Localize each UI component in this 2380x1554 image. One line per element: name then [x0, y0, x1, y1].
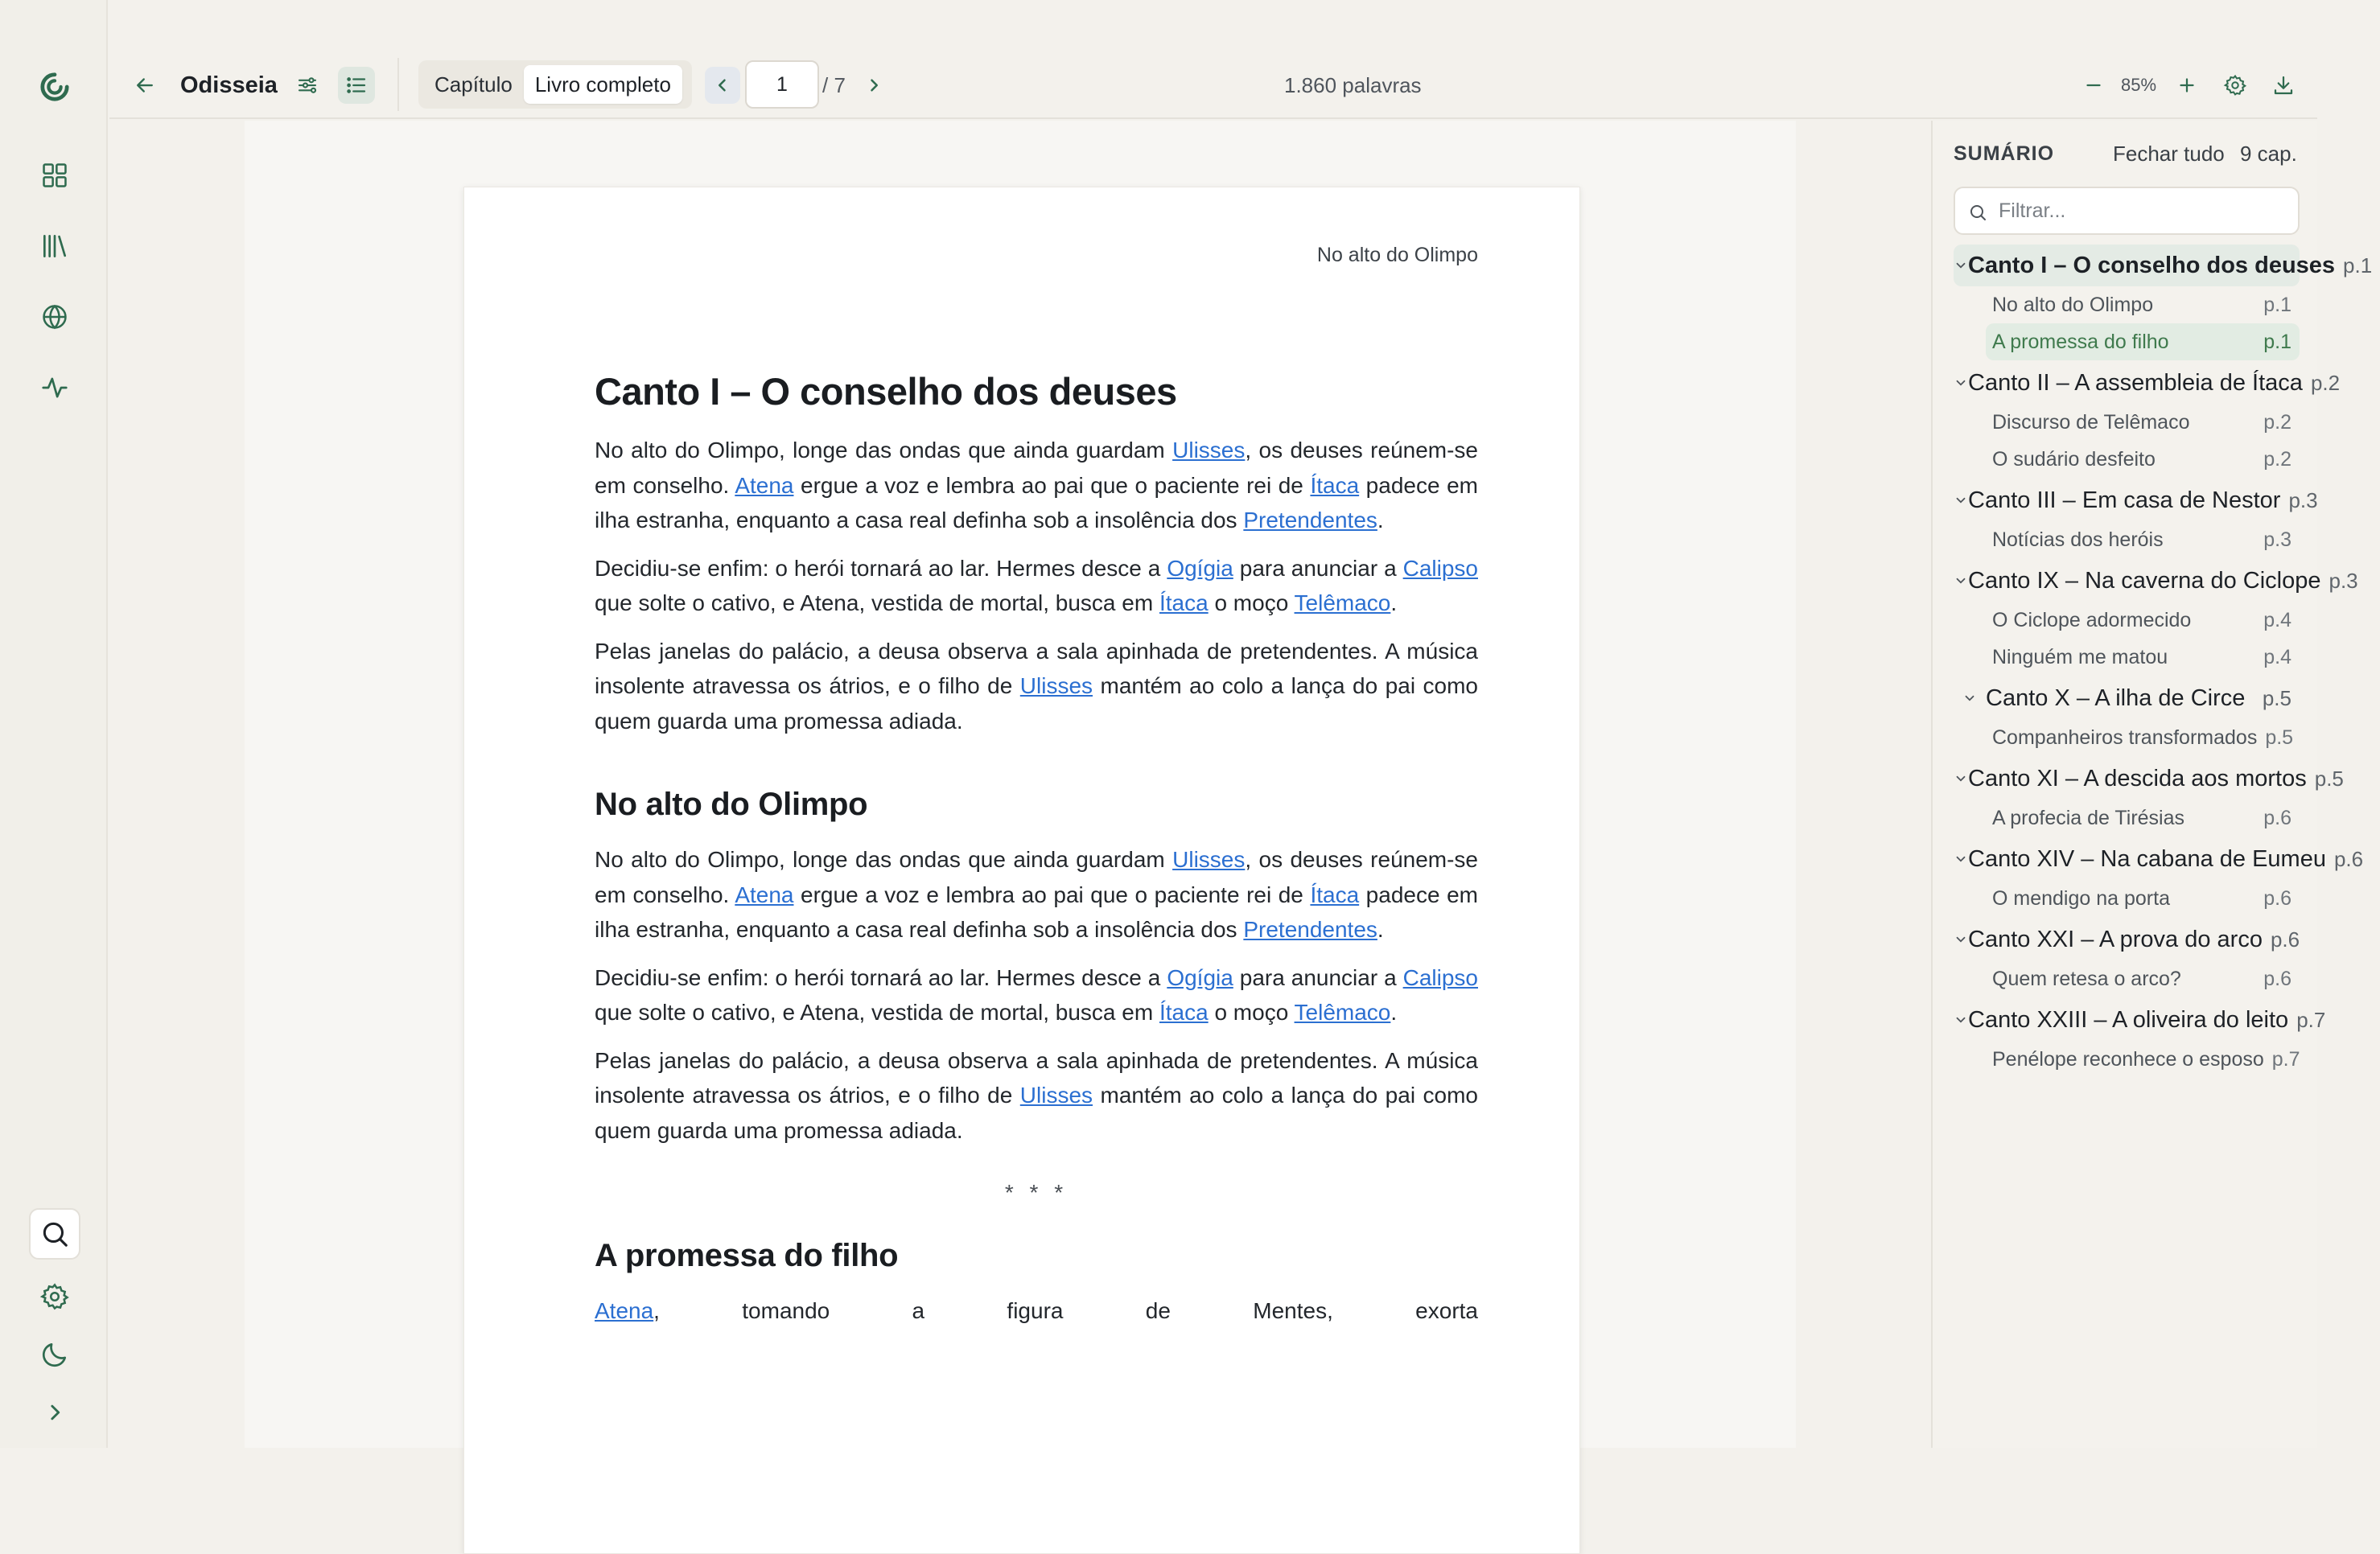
chevron-down-icon[interactable] — [1954, 258, 1968, 273]
link-itaca[interactable]: Ítaca — [1310, 472, 1360, 498]
next-page-button[interactable] — [858, 69, 890, 101]
link-ulisses[interactable]: Ulisses — [1172, 438, 1246, 462]
link-ogigia[interactable]: Ogígia — [1167, 555, 1233, 581]
link-atena[interactable]: Atena — [595, 1298, 654, 1323]
toc-section[interactable]: O Ciclope adormecido p.4 — [1992, 608, 2291, 631]
zoom-in-button[interactable] — [2171, 69, 2203, 101]
toc-chapter[interactable]: Canto II – A assembleia de Ítaca p.2 — [1954, 362, 2300, 404]
toc-filter — [1954, 187, 2300, 235]
paragraph: Pelas janelas do palácio, a deusa observa a sala apinhada de pretendentes. A música insolente atravessa os átrios, e o filho de Ulisses mantém ao colo a lança do pai como quem guarda uma promessa adiada. — [595, 1047, 1478, 1143]
view-mode-full-book[interactable]: Livro completo — [524, 65, 682, 104]
chevron-down-icon[interactable] — [1954, 1013, 1968, 1027]
toc-chapter[interactable]: Canto IX – Na caverna do Ciclope p.3 — [1954, 560, 2300, 602]
back-arrow-icon[interactable] — [129, 69, 161, 101]
view-mode-chapter[interactable]: Capítulo — [434, 72, 513, 97]
minus-icon — [2081, 73, 2106, 97]
link-atena[interactable]: Atena — [735, 472, 794, 498]
grid-icon[interactable] — [29, 150, 80, 201]
chapter-count: 9 cap. — [2240, 142, 2297, 166]
link-calipso[interactable]: Calipso — [1402, 555, 1478, 581]
chapter-title: Canto I – O conselho dos deuses — [595, 370, 1177, 413]
paragraph: Decidiu-se enfim: o herói tornará ao lar. Hermes desce a Ogígia para anunciar a Calipso que solte o cativo, e Atena, vestida de mortal, busca em Ítaca o moço Telêmaco. — [595, 555, 1478, 615]
collapse-all-button[interactable]: Fechar tudo — [2113, 142, 2225, 166]
link-pretendentes[interactable]: Pretendentes — [1243, 508, 1377, 532]
settings-icon[interactable] — [2219, 69, 2251, 101]
left-rail — [0, 0, 108, 1448]
chevron-left-icon — [710, 73, 735, 97]
link-calipso[interactable]: Calipso — [1402, 964, 1478, 990]
toc-section[interactable]: Discurso de Telêmaco p.2 — [1992, 410, 2291, 434]
link-atena[interactable]: Atena — [735, 882, 794, 907]
chevron-down-icon[interactable] — [1954, 376, 1968, 390]
link-telemaco[interactable]: Telêmaco — [1294, 1000, 1391, 1025]
toc-section[interactable]: O mendigo na porta p.6 — [1992, 886, 2291, 910]
toc-section[interactable]: Penélope reconhece o esposo p.7 — [1992, 1047, 2300, 1071]
link-ulisses[interactable]: Ulisses — [1019, 673, 1093, 698]
plus-icon — [2175, 73, 2199, 97]
app-logo-icon[interactable] — [29, 61, 80, 113]
toc-section[interactable]: Companheiros transformados p.5 — [1992, 726, 2294, 749]
page-total: / 7 — [822, 73, 846, 97]
globe-icon[interactable] — [29, 291, 80, 343]
toc-section-active[interactable]: A promessa do filho p.1 — [1986, 323, 2300, 360]
list-icon[interactable] — [338, 67, 375, 104]
toc-section[interactable]: O sudário desfeito p.2 — [1992, 447, 2291, 471]
download-icon[interactable] — [2267, 69, 2300, 101]
link-ulisses[interactable]: Ulisses — [1019, 1083, 1093, 1108]
paragraph: No alto do Olimpo, longe das ondas que ainda guardam Ulisses, os deuses reúnem-se em conselho. Atena ergue a voz e lembra ao pai que o paciente rei de Ítaca padece em ilha estranha, enquanto a casa real definha sob a insolência dos Pretendentes. — [595, 438, 1478, 532]
paragraph: No alto do Olimpo, longe das ondas que ainda guardam Ulisses, os deuses reúnem-se em conselho. Atena ergue a voz e lembra ao pai que o paciente rei de Ítaca padece em ilha estranha, enquanto a casa real definha sob a insolência dos Pretendentes. — [595, 847, 1478, 942]
document-viewport[interactable] — [109, 121, 1931, 1448]
toc-filter-input[interactable] — [1999, 195, 2288, 227]
chevron-down-icon[interactable] — [1954, 691, 1986, 705]
chevron-down-icon[interactable] — [1954, 771, 1968, 786]
paragraph: Pelas janelas do palácio, a deusa observa a sala apinhada de pretendentes. A música insolente atravessa os átrios, e o filho de Ulisses mantém ao colo a lança do pai como quem guarda uma promessa adiada. — [595, 638, 1478, 734]
toc-chapter[interactable]: Canto I – O conselho dos deuses p.1 — [1954, 245, 2300, 286]
page-number-input[interactable] — [745, 60, 819, 109]
section-separator: * * * — [1004, 1180, 1069, 1205]
toc-chapter[interactable]: Canto XI – A descida aos mortos p.5 — [1954, 758, 2300, 800]
chevron-down-icon[interactable] — [1954, 574, 1968, 588]
toc-chapter[interactable]: Canto XXI – A prova do arco p.6 — [1954, 919, 2300, 960]
chevron-down-icon[interactable] — [1954, 852, 1968, 866]
sliders-icon[interactable] — [291, 69, 323, 101]
word-count: 1.860 palavras — [1284, 73, 1422, 97]
link-ulisses[interactable]: Ulisses — [1172, 847, 1246, 872]
toc-section[interactable]: Notícias dos heróis p.3 — [1992, 528, 2291, 551]
link-telemaco[interactable]: Telêmaco — [1294, 590, 1391, 615]
view-mode-switch — [418, 60, 692, 109]
book-title: Odisseia — [180, 72, 278, 98]
toolbar — [109, 53, 2317, 119]
chevron-right-icon — [862, 73, 886, 97]
zoom-level: 85% — [2121, 75, 2157, 95]
link-ogigia[interactable]: Ogígia — [1167, 964, 1233, 990]
toc-list — [1954, 243, 2373, 1078]
search-icon — [1968, 203, 1987, 222]
toolbar-divider — [397, 58, 399, 111]
toc-section[interactable]: Quem retesa o arco? p.6 — [1992, 967, 2291, 990]
link-pretendentes[interactable]: Pretendentes — [1243, 917, 1377, 942]
activity-icon[interactable] — [29, 362, 80, 413]
link-itaca[interactable]: Ítaca — [1310, 882, 1360, 907]
toc-heading: SUMÁRIO — [1954, 142, 2055, 165]
toc-chapter[interactable]: Canto X – A ilha de Circe p.5 — [1954, 677, 2300, 719]
document-page — [463, 187, 1580, 1554]
gear-icon[interactable] — [29, 1271, 80, 1322]
chevron-down-icon[interactable] — [1954, 932, 1968, 947]
section-title: No alto do Olimpo — [595, 787, 868, 822]
moon-icon[interactable] — [29, 1329, 80, 1380]
prev-page-button[interactable] — [705, 67, 740, 104]
search-icon[interactable] — [29, 1208, 80, 1260]
toc-section[interactable]: A profecia de Tirésias p.6 — [1992, 806, 2291, 829]
zoom-out-button[interactable] — [2077, 69, 2110, 101]
chevron-down-icon[interactable] — [1954, 493, 1968, 508]
link-itaca[interactable]: Ítaca — [1159, 590, 1209, 615]
toc-chapter[interactable]: Canto III – Em casa de Nestor p.3 — [1954, 479, 2300, 521]
toc-panel — [1931, 121, 2373, 1448]
toc-section[interactable]: Ninguém me matou p.4 — [1992, 645, 2291, 668]
paragraph: Decidiu-se enfim: o herói tornará ao lar. Hermes desce a Ogígia para anunciar a Calipso que solte o cativo, e Atena, vestida de mortal, busca em Ítaca o moço Telêmaco. — [595, 964, 1478, 1025]
paragraph: Atena, tomando a figura de Mentes, exorta — [595, 1298, 1478, 1323]
link-itaca[interactable]: Ítaca — [1159, 1000, 1209, 1025]
page-content — [595, 369, 1478, 1342]
library-icon[interactable] — [29, 220, 80, 272]
toc-section[interactable]: No alto do Olimpo p.1 — [1992, 293, 2291, 316]
toc-chapter[interactable]: Canto XIV – Na cabana de Eumeu p.6 — [1954, 838, 2300, 880]
section-title: A promessa do filho — [595, 1238, 899, 1273]
toc-chapter[interactable]: Canto XXIII – A oliveira do leito p.7 — [1954, 999, 2300, 1041]
chevron-right-icon[interactable] — [29, 1387, 80, 1438]
running-head: No alto do Olimpo — [1316, 244, 1478, 266]
